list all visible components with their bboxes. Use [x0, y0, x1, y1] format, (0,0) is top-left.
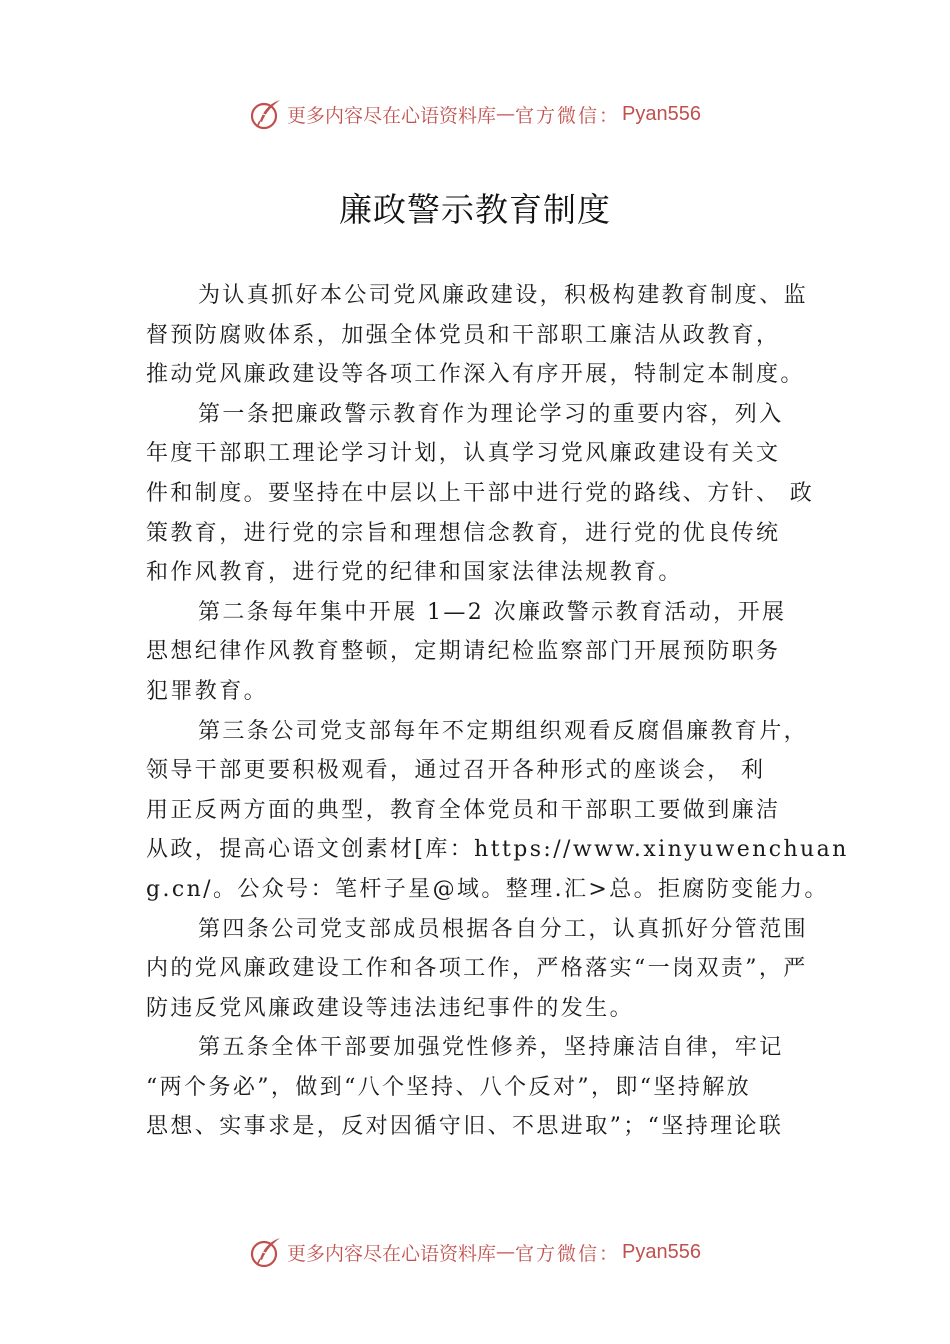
text-line: 思想、实事求是，反对因循守旧、不思进取”；“坚持理论联 — [146, 1114, 784, 1140]
banner-site-name: 更多内容尽在心语资料库 — [287, 104, 497, 127]
text-line: 防违反党风廉政建设等违法违纪事件的发生。 — [146, 995, 635, 1021]
text-line: 和作风教育，进行党的纪律和国家法律法规教育。 — [146, 560, 683, 586]
text-line: 第一条把廉政警示教育作为理论学习的重要内容，列入 — [198, 401, 784, 427]
banner-wechat-id: Pyan556 — [622, 1240, 701, 1263]
text-line: 第五条全体干部要加强党性修养，坚持廉洁自律，牢记 — [198, 1035, 784, 1061]
text-line: 推动党风廉政建设等各项工作深入有序开展，特制定本制度。 — [146, 362, 805, 388]
document-body — [146, 276, 849, 1147]
text-line: 年度干部职工理论学习计划，认真学习党风廉政建设有关文 — [146, 441, 781, 467]
banner-wechat-label: 官方微信： — [515, 1242, 621, 1265]
header-banner — [0, 94, 950, 134]
text-line: 督预防腐败体系，加强全体党员和干部职工廉洁从政教育， — [146, 322, 781, 348]
text-line: 领导干部更要积极观看，通过召开各种形式的座谈会， 利 — [146, 758, 766, 784]
text-line: 第三条公司党支部每年不定期组织观看反腐倡廉教育片， — [198, 718, 809, 744]
text-line: 内的党风廉政建设工作和各项工作，严格落实“一岗双责”，严 — [146, 956, 808, 982]
text-line: 从政，提高心语文创素材[库：https://www.xinyuwenchuan — [146, 837, 849, 863]
text-line: 为认真抓好本公司党风廉政建设，积极构建教育制度、监 — [198, 283, 809, 308]
banner-wechat-label: 官方微信： — [515, 104, 621, 127]
text-line: 策教育，进行党的宗旨和理想信念教育，进行党的优良传统 — [146, 520, 781, 546]
banner-separator: — — [496, 103, 516, 125]
document-title: 廉政警示教育制度 — [339, 190, 611, 229]
text-line: 件和制度。要坚持在中层以上干部中进行党的路线、方针、 政 — [146, 480, 815, 506]
text-line: g.cn/。公众号：笔杆子星@域。整理.汇>总。拒腐防变能力。 — [146, 876, 829, 902]
banner-wechat-id: Pyan556 — [622, 102, 701, 125]
text-line: 第四条公司党支部成员根据各自分工，认真抓好分管范围 — [198, 916, 809, 942]
text-line: 第二条每年集中开展 1—2 次廉政警示教育活动，开展 — [198, 599, 787, 625]
footer-banner — [0, 1232, 950, 1272]
text-line: “两个务必”，做到“八个坚持、八个反对”，即“坚持解放 — [146, 1074, 752, 1100]
text-line: 犯罪教育。 — [146, 678, 269, 704]
feather-pen-logo-icon — [249, 97, 283, 131]
text-line: 用正反两方面的典型，教育全体党员和干部职工要做到廉洁 — [146, 797, 781, 823]
feather-pen-logo-icon — [249, 1235, 283, 1269]
banner-site-name: 更多内容尽在心语资料库 — [287, 1242, 497, 1265]
banner-separator: — — [496, 1241, 516, 1263]
text-line: 思想纪律作风教育整顿，定期请纪检监察部门开展预防职务 — [146, 639, 781, 665]
